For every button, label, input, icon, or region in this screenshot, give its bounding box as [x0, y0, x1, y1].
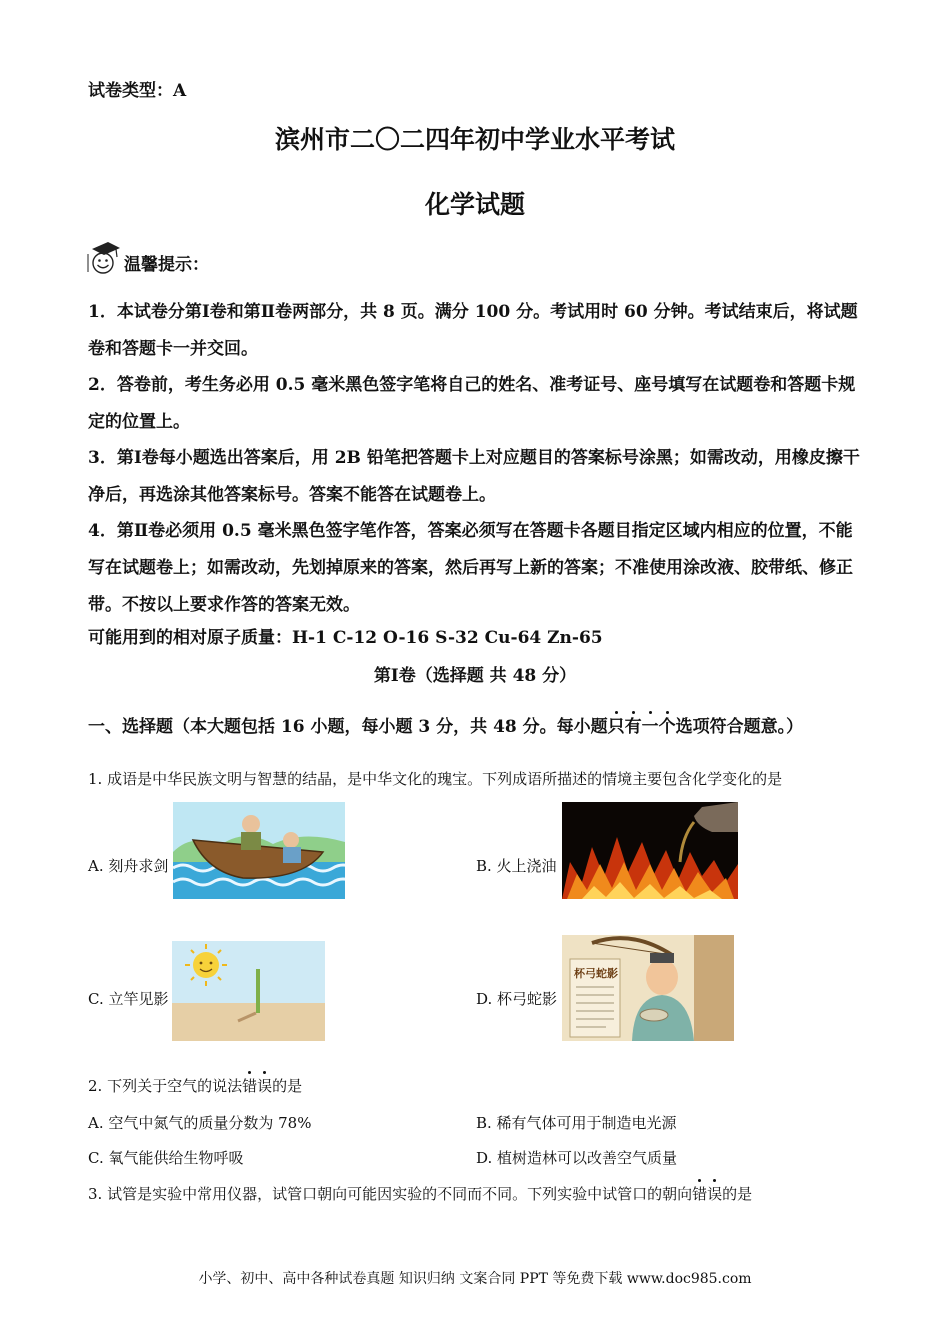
page-footer: 小学、初中、高中各种试卷真题 知识归纳 文案合同 PPT 等免费下载 www.doc985.com: [198, 1271, 752, 1287]
emphasis-char: 一: [641, 717, 659, 737]
tip-4: 4．第Ⅱ卷必须用 0.5 毫米黑色签字笔作答，答案必须写在答题卡各题目指定区域内相应的位置，不能写在试题卷上；如需改动，先划掉原来的答案，然后再写上新的答案；不准使用涂改液、胶带纸、修正带。不按以上要求作答的答案无效。: [88, 521, 853, 615]
tips-heading: 温馨提示：: [124, 255, 209, 275]
q2-stem-suffix: 的是: [272, 1077, 303, 1095]
emphasis-char: 只: [607, 717, 625, 737]
emphasis-char: 有: [624, 717, 642, 737]
tip-1: 1．本试卷分第Ⅰ卷和第Ⅱ卷两部分，共 8 页。满分 100 分。考试用时 60 分钟。考试结束后，将试题卷和答题卡一并交回。: [88, 302, 858, 359]
q1-image-bow-snake: [562, 935, 734, 1041]
emphasis-char: 错: [242, 1077, 258, 1095]
subject-title: 化学试题: [424, 190, 525, 219]
q3-stem-prefix: 3. 试管是实验中常用仪器，试管口朝向可能因实验的不同而不同。下列实验中试管口的朝向: [88, 1185, 693, 1203]
q2-option-c: C. 氧气能供给生物呼吸: [88, 1149, 244, 1167]
q2-option-b: B. 稀有气体可用于制造电光源: [476, 1114, 677, 1132]
q2-option-d: D. 植树造林可以改善空气质量: [476, 1149, 678, 1167]
section-heading: [88, 712, 803, 737]
q2-stem-prefix: 2. 下列关于空气的说法: [88, 1077, 243, 1095]
q3-stem-suffix: 的是: [722, 1185, 753, 1203]
q1-image-fire: [562, 802, 738, 899]
tip-3: 3．第Ⅰ卷每小题选出答案后，用 2B 铅笔把答题卡上对应题目的答案标号涂黑；如需改动，用橡皮擦干净后，再选涂其他答案标号。答案不能答在试题卷上。: [88, 448, 860, 505]
q1-option-d: D. 杯弓蛇影: [476, 990, 558, 1008]
q1-stem: 1. 成语是中华民族文明与智慧的结晶，是中华文化的瑰宝。下列成语所描述的情境主要包含化学变化的是: [88, 770, 783, 788]
emphasis-char: 个: [658, 717, 676, 737]
emphasis-char: 误: [257, 1077, 273, 1095]
q1-option-c: C. 立竿见影: [88, 990, 169, 1008]
q1-option-b: B. 火上浇油: [476, 857, 557, 875]
smiley-graduate-icon: [86, 240, 122, 276]
section-prefix: 一、选择题（本大题包括 16 小题，每小题 3 分，共 48 分。每小题: [88, 717, 608, 737]
q1-image-pole: [172, 941, 325, 1041]
exam-title: 滨州市二〇二四年初中学业水平考试: [274, 125, 675, 154]
volume-heading: 第Ⅰ卷（选择题 共 48 分）: [373, 666, 577, 686]
section-suffix: 选项符合题意。）: [675, 717, 804, 737]
emphasis-char: 误: [707, 1185, 723, 1203]
q2-stem: [88, 1075, 302, 1096]
q1-image-caption: 杯弓蛇影: [574, 967, 618, 980]
tips-heading-row: [86, 240, 209, 276]
paper-type: 试卷类型：A: [88, 81, 187, 101]
q2-option-a: A. 空气中氮气的质量分数为 78%: [88, 1114, 312, 1132]
emphasis-char: 错: [692, 1185, 708, 1203]
q1-option-a: A. 刻舟求剑: [88, 857, 169, 875]
atomic-mass-line: 可能用到的相对原子质量：H-1 C-12 O-16 S-32 Cu-64 Zn-65: [88, 628, 603, 648]
tip-2: 2．答卷前，考生务必用 0.5 毫米黑色签字笔将自己的姓名、准考证号、座号填写在试题卷和答题卡规定的位置上。: [88, 375, 856, 432]
q3-stem: [88, 1183, 752, 1204]
q1-image-boat: [173, 802, 345, 899]
